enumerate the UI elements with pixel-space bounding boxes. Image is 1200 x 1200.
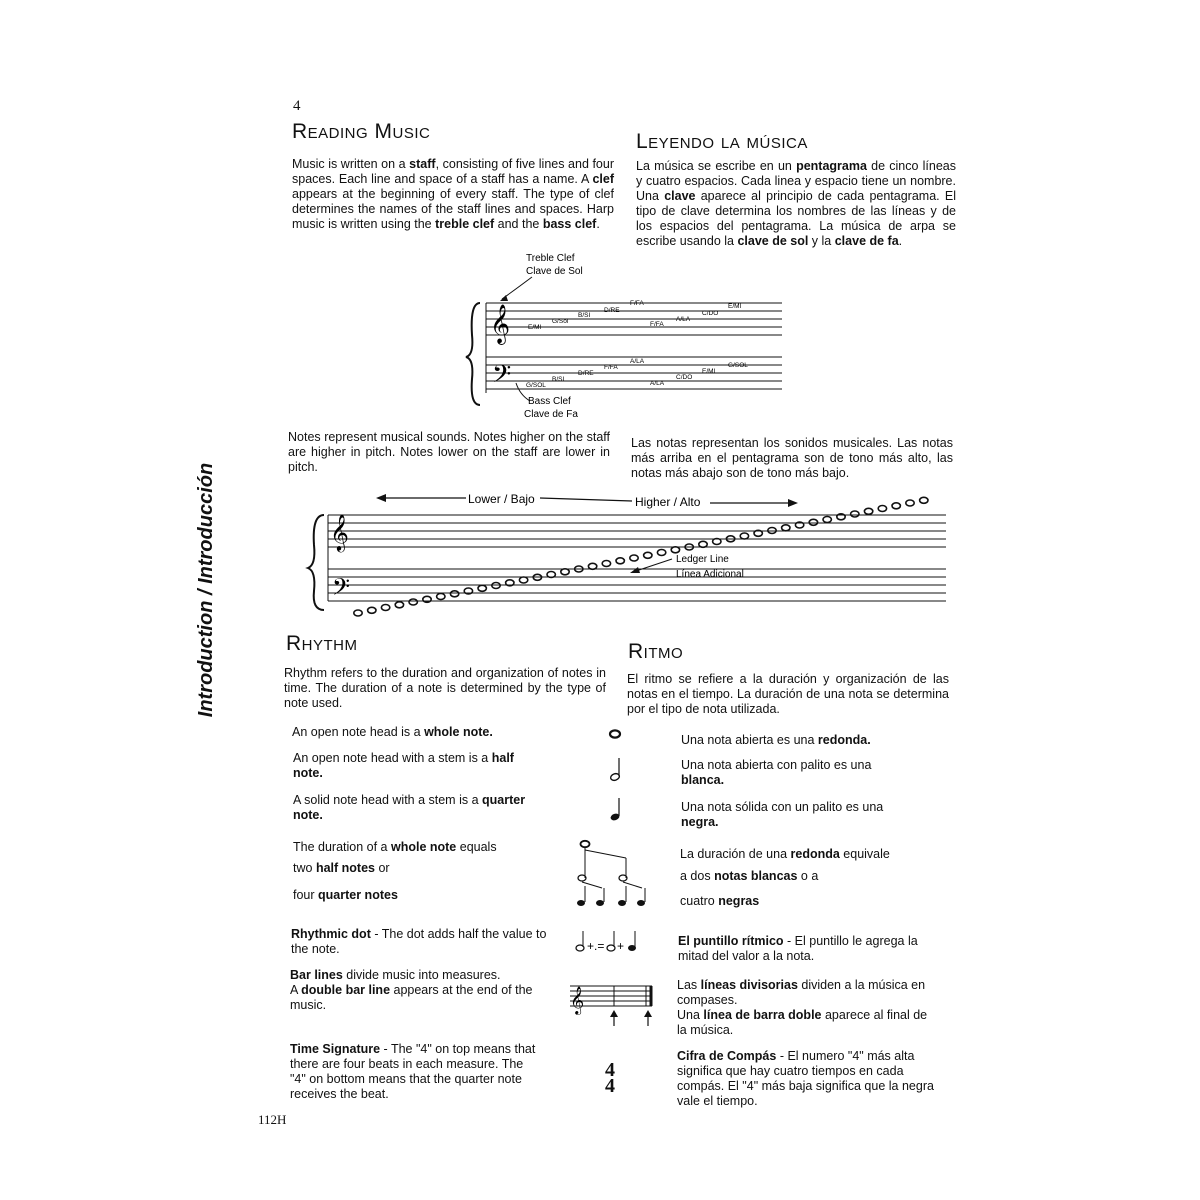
rhythm-heading-en: Rhythm bbox=[286, 632, 358, 655]
pitch-note bbox=[851, 511, 859, 517]
pitch-note bbox=[864, 508, 872, 514]
half-note-text-es: Una nota abierta con palito es una blanca. bbox=[681, 758, 872, 787]
bass-note-name: A/LA bbox=[650, 380, 665, 387]
notes-paragraph-es: Las notas representan los sonidos musicales. Las notas más arriba en el pentagrama son de tono más alto, las notas más abajo son de tono más bajo. bbox=[631, 436, 953, 480]
pitch-range-diagram bbox=[300, 485, 950, 627]
pitch-note bbox=[395, 602, 403, 608]
quarter-note-icon bbox=[606, 796, 626, 822]
treble-clef-label-en: Treble Clef bbox=[526, 253, 575, 264]
side-title: Introduction / Introducción bbox=[195, 462, 217, 718]
duration-line3-en: four quarter notes bbox=[293, 888, 398, 902]
duration-line2-en: two half notes or bbox=[293, 861, 390, 875]
treble-note-name: E/MI bbox=[728, 303, 742, 310]
pitch-note bbox=[699, 541, 707, 547]
bass-note-name: G/SOL bbox=[728, 362, 748, 369]
reading-heading-en: Reading Music bbox=[292, 120, 431, 143]
pitch-note bbox=[519, 577, 527, 583]
pitch-note bbox=[823, 517, 831, 523]
pitch-note bbox=[492, 583, 500, 589]
pitch-note bbox=[602, 561, 610, 567]
treble-note-name: D/RE bbox=[604, 307, 620, 314]
pitch-note bbox=[616, 558, 624, 564]
bass-note-name: D/RE bbox=[578, 370, 594, 377]
rhythmic-dot-text-es: El puntillo rítmico - El puntillo le agrega la mitad del valor a la nota. bbox=[678, 934, 918, 963]
whole-note-text-en: An open note head is a whole note. bbox=[292, 725, 493, 739]
reading-paragraph-es: La música se escribe en un pentagrama de cinco líneas y cuatro espacios. Cada linea y espacio tiene un nombre. Una clave aparece al principio de cada pentagrama. El tipo de clave determina los nombres de las líneas y de los espacios del pentagrama. La música de arpa se escribe usando la clave de sol y la clave de fa. bbox=[636, 159, 957, 248]
pitch-note bbox=[478, 585, 486, 591]
pitch-note bbox=[768, 528, 776, 534]
time-signature-bottom: 4 bbox=[605, 1075, 615, 1097]
pitch-note bbox=[450, 591, 458, 597]
bass-note-name: E/MI bbox=[702, 368, 716, 375]
reading-paragraph-en: Music is written on a staff, consisting of five lines and four spaces. Each line and space of a staff has a name. A clef appears at the beginning of every staff. The type of clef determines the names of the staff lines and spaces. Harp music is written using the treble clef and the bass clef. bbox=[292, 157, 614, 231]
ledger-line-label-es: Línea Adicional bbox=[676, 569, 744, 580]
svg-text:𝄞: 𝄞 bbox=[570, 987, 585, 1014]
pitch-note bbox=[368, 607, 376, 613]
treble-note-name: A/LA bbox=[676, 316, 691, 323]
pitch-note bbox=[657, 550, 665, 556]
pitch-note bbox=[437, 594, 445, 600]
treble-note-name: C/DO bbox=[702, 310, 719, 317]
pitch-note bbox=[561, 569, 569, 575]
pitch-note bbox=[588, 563, 596, 569]
whole-note-text-es: Una nota abierta es una redonda. bbox=[681, 733, 871, 747]
pitch-note bbox=[878, 506, 886, 512]
treble-clef-icon: 𝄞 bbox=[330, 514, 349, 550]
pitch-note bbox=[740, 533, 748, 539]
pitch-note bbox=[630, 555, 638, 561]
rhythmic-dot-text-en: Rhythmic dot - The dot adds half the value to the note. bbox=[291, 927, 547, 956]
bar-lines-text-es: Las líneas divisorias dividen a la música en compases. Una línea de barra doble aparece al final de la música. bbox=[677, 978, 928, 1037]
note-duration-tree-icon bbox=[572, 838, 652, 910]
duration-line1-es: La duración de una redonda equivale bbox=[680, 847, 890, 861]
pitch-note bbox=[782, 525, 790, 531]
higher-label: Higher / Alto bbox=[635, 495, 701, 509]
pitch-note bbox=[671, 547, 679, 553]
half-note-icon bbox=[606, 756, 626, 782]
pitch-note bbox=[920, 497, 928, 503]
rhythm-heading-es: Ritmo bbox=[628, 640, 684, 663]
pitch-note bbox=[906, 500, 914, 506]
pitch-note bbox=[381, 605, 389, 611]
pitch-note bbox=[354, 610, 362, 616]
svg-text:+.=: +.= bbox=[587, 939, 605, 953]
dotted-note-equation-icon bbox=[574, 927, 648, 955]
time-signature-icon bbox=[598, 1059, 622, 1097]
time-signature-top: 4 bbox=[605, 1059, 615, 1081]
whole-note-icon bbox=[606, 726, 626, 742]
rhythm-paragraph-es: El ritmo se refiere a la duración y organización de las notas en el tiempo. La duración de una nota se determina por el tipo de nota utilizada. bbox=[627, 672, 949, 716]
pitch-note bbox=[809, 519, 817, 525]
duration-line3-es: cuatro negras bbox=[680, 894, 760, 908]
quarter-note-text-es: Una nota sólida con un palito es una negra. bbox=[681, 800, 884, 829]
bass-clef-label-en: Bass Clef bbox=[528, 396, 571, 407]
svg-text:+: + bbox=[617, 939, 625, 953]
bass-clef-icon: 𝄢 bbox=[332, 574, 351, 605]
treble-note-name: E/MI bbox=[528, 324, 542, 331]
duration-line1-en: The duration of a whole note equals bbox=[293, 840, 497, 854]
pitch-note bbox=[644, 552, 652, 558]
page-number: 4 bbox=[293, 98, 301, 114]
notes-paragraph-en: Notes represent musical sounds. Notes higher on the staff are higher in pitch. Notes lower on the staff are lower in pitch. bbox=[288, 430, 610, 474]
reading-heading-es: Leyendo la música bbox=[636, 130, 808, 153]
bar-lines-text-en: Bar lines divide music into measures. A double bar line appears at the end of the music. bbox=[290, 968, 533, 1012]
treble-note-name: F/FA bbox=[630, 300, 644, 307]
treble-note-name: B/SI bbox=[578, 312, 591, 319]
time-signature-text-es: Cifra de Compás - El numero "4" más alta significa que hay cuatro tiempos en cada compás. El "4" más baja significa que la negra vale el tiempo. bbox=[677, 1049, 934, 1108]
clef-staff-diagram bbox=[440, 245, 800, 425]
duration-line2-es: a dos notas blancas o a bbox=[680, 869, 819, 883]
lower-label: Lower / Bajo bbox=[468, 492, 535, 506]
treble-note-name: G/Sol bbox=[552, 318, 569, 325]
time-signature-text-en: Time Signature - The "4" on top means that there are four beats in each measure. The "4" on bottom means that the quarter note receives the beat. bbox=[290, 1042, 536, 1101]
bass-note-name: G/SOL bbox=[526, 382, 546, 389]
bass-note-name: C/DO bbox=[676, 374, 693, 381]
ledger-line-label-en: Ledger Line bbox=[676, 554, 729, 565]
pitch-note bbox=[892, 503, 900, 509]
bar-lines-staff-icon bbox=[568, 980, 660, 1028]
bass-clef-label-es: Clave de Fa bbox=[524, 409, 578, 420]
bass-note-name: B/SI bbox=[552, 376, 565, 383]
pitch-note bbox=[409, 599, 417, 605]
treble-note-name: F/FA bbox=[650, 321, 664, 328]
rhythm-paragraph-en: Rhythm refers to the duration and organization of notes in time. The duration of a note is determined by the type of note used. bbox=[284, 666, 606, 710]
quarter-note-text-en: A solid note head with a stem is a quarter note. bbox=[293, 793, 526, 822]
bass-clef-icon: 𝄢 bbox=[492, 361, 512, 394]
bass-note-name: F/FA bbox=[604, 364, 618, 371]
footer-code: 112H bbox=[258, 1112, 287, 1127]
half-note-text-en: An open note head with a stem is a half note. bbox=[293, 751, 514, 780]
bass-note-name: A/LA bbox=[630, 358, 645, 365]
treble-clef-label-es: Clave de Sol bbox=[526, 266, 583, 277]
treble-clef-icon: 𝄞 bbox=[490, 305, 511, 343]
